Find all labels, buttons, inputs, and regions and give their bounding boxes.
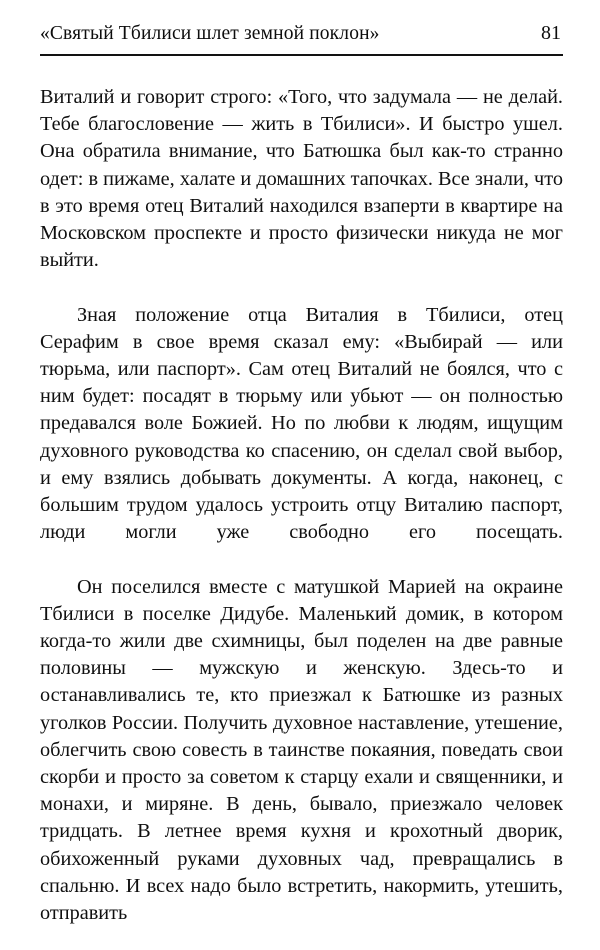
paragraph: Он поселился вместе с матушкой Марией на окраине Тбилиси в поселке Дидубе. Маленький домик, в котором когда-то жили две схимницы, был поделен на две равные половины — мужскую и женскую. Здесь-то и останавливались те, кто приезжал к Батюшке из разных уголков России. Получить духовное наставление, утешение, облегчить свою совесть в таинстве покаяния, поведать свои скорби и просто за советом к старцу ехали и священники, и монахи, и миряне. В день, бывало, приезжало человек тридцать. В летнее время кухня и крохотный дворик, обихоженный руками духовных чад, превращались в спальню. И всех надо было встретить, накормить, утешить, отправить xyxy=(40,575,563,925)
running-head-title: «Святый Тбилиси шлет земной поклон» xyxy=(40,23,380,44)
paragraph: Виталий и говорит строго: «Того, что задумала — не делай. Тебе благословение — жить в Тбилиси». И быстро ушел. Она обратила внимание, что Батюшка был как-то странно одет: в пижаме, халате и домашних тапочках. Все знали, что в это время отец Виталий находился взаперти в квартире на Московском проспекте и просто физически никуда не мог выйти. xyxy=(40,86,563,272)
paragraph: Зная положение отца Виталия в Тбилиси, отец Серафим в свое время сказал ему: «Выбирай — или тюрьма, или паспорт». Сам отец Виталий не боялся, что с ним будет: посадят в тюрьму или убьют — он полностью предавался воле Божией. Но по любви к людям, ищущим духовного руководства ко спасению, он сделал свой выбор, и ему взялись добывать документы. А когда, наконец, с большим трудом удалось устроить отцу Виталию паспорт, люди могли уже свободно его посещать. xyxy=(40,303,563,544)
body-text-block xyxy=(40,84,563,927)
page-number: 81 xyxy=(541,22,561,44)
running-head xyxy=(40,22,563,45)
header-rule xyxy=(40,54,563,56)
